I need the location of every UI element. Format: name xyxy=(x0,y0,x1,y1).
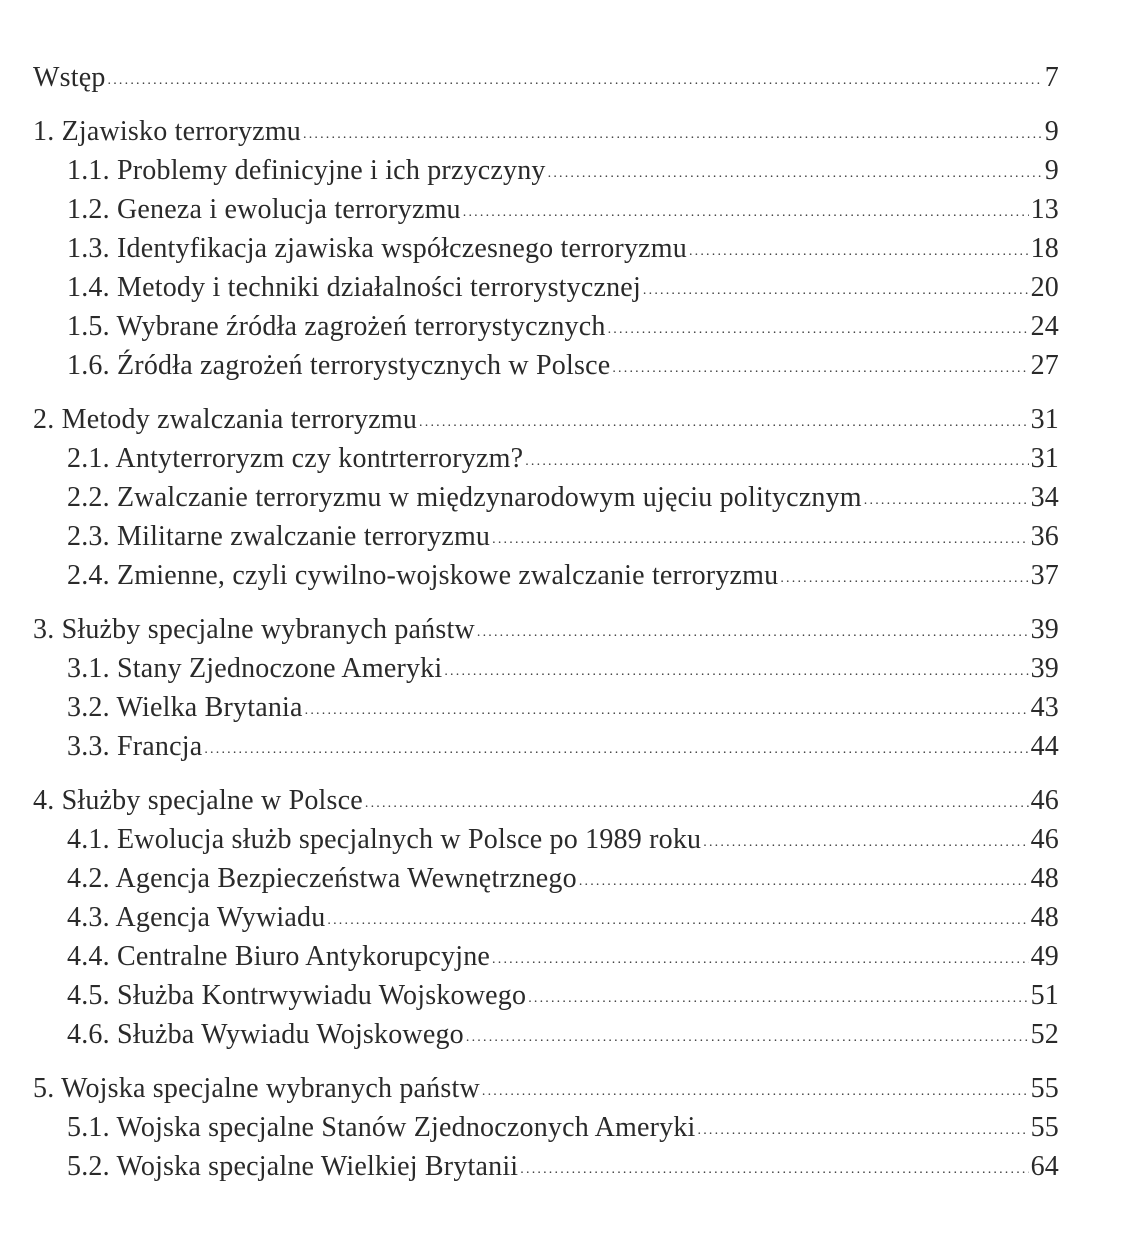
toc-entry-page: 49 xyxy=(1030,941,1059,972)
dot-leader xyxy=(780,559,1028,598)
toc-section-2-2[interactable] xyxy=(33,478,1059,517)
toc-section-1-5[interactable] xyxy=(33,307,1059,346)
toc-section-4-6[interactable] xyxy=(33,1015,1059,1054)
dot-leader xyxy=(520,1150,1028,1189)
toc-entry-page: 64 xyxy=(1030,1151,1059,1182)
toc-entry-title: 4.6. Służba Wywiadu Wojskowego xyxy=(67,1019,464,1050)
toc-section-2-4[interactable] xyxy=(33,556,1059,595)
toc-entry-title: 1.3. Identyfikacja zjawiska współczesnego terroryzmu xyxy=(67,233,687,264)
toc-entry-title: 4.1. Ewolucja służb specjalnych w Polsce po 1989 roku xyxy=(67,824,702,855)
toc-entry-title: 4.5. Służba Kontrwywiadu Wojskowego xyxy=(67,980,527,1011)
toc-entry-title: 5. Wojska specjalne wybranych państw xyxy=(33,1073,480,1104)
table-of-contents xyxy=(33,58,1059,1186)
toc-entry-title: 4.4. Centralne Biuro Antykorupcyjne xyxy=(67,941,491,972)
toc-entry-page: 18 xyxy=(1030,233,1059,264)
toc-entry-page: 9 xyxy=(1044,116,1059,147)
toc-section-1-6[interactable] xyxy=(33,346,1059,385)
dot-leader xyxy=(698,1111,1029,1150)
toc-entry-page: 31 xyxy=(1030,404,1059,435)
toc-entry-title: 1.6. Źródła zagrożeń terrorystycznych w Polsce xyxy=(67,350,611,381)
toc-entry-page: 48 xyxy=(1030,863,1059,894)
toc-section-5-2[interactable] xyxy=(33,1147,1059,1186)
toc-entry-title: 1.2. Geneza i ewolucja terroryzmu xyxy=(67,194,461,225)
dot-leader xyxy=(528,979,1028,1018)
toc-entry-title: 2.1. Antyterroryzm czy kontrterroryzm? xyxy=(67,443,524,474)
toc-entry-page: 9 xyxy=(1044,155,1059,186)
toc-entry-title: 5.1. Wojska specjalne Stanów Zjednoczonych Ameryki xyxy=(67,1112,696,1143)
toc-section-1-4[interactable] xyxy=(33,268,1059,307)
toc-entry-title: 2. Metody zwalczania terroryzmu xyxy=(33,404,418,435)
toc-entry-page: 51 xyxy=(1030,980,1059,1011)
toc-entry-title: 3. Służby specjalne wybranych państw xyxy=(33,614,475,645)
dot-leader xyxy=(303,115,1043,154)
toc-entry-page: 55 xyxy=(1030,1112,1059,1143)
toc-section-4-1[interactable] xyxy=(33,820,1059,859)
toc-entry-intro[interactable] xyxy=(33,58,1059,97)
toc-entry-title: 2.4. Zmienne, czyli cywilno-wojskowe zwalczanie terroryzmu xyxy=(67,560,779,591)
toc-section-3-2[interactable] xyxy=(33,688,1059,727)
toc-section-5-1[interactable] xyxy=(33,1108,1059,1147)
toc-entry-page: 39 xyxy=(1030,653,1059,684)
toc-entry-title: 3.1. Stany Zjednoczone Ameryki xyxy=(67,653,443,684)
dot-leader xyxy=(419,403,1029,442)
toc-entry-title: 4.3. Agencja Wywiadu xyxy=(67,902,326,933)
toc-entry-page: 27 xyxy=(1030,350,1059,381)
toc-entry-title: 2.3. Militarne zwalczanie terroryzmu xyxy=(67,521,491,552)
toc-entry-page: 20 xyxy=(1030,272,1059,303)
toc-entry-page: 24 xyxy=(1030,311,1059,342)
dot-leader xyxy=(463,193,1029,232)
toc-section-1-1[interactable] xyxy=(33,151,1059,190)
toc-section-1-3[interactable] xyxy=(33,229,1059,268)
toc-entry-title: 1.5. Wybrane źródła zagrożeń terrorystycznych xyxy=(67,311,606,342)
toc-entry-title: 2.2. Zwalczanie terroryzmu w międzynarodowym ujęciu politycznym xyxy=(67,482,862,513)
dot-leader xyxy=(608,310,1029,349)
dot-leader xyxy=(492,520,1028,559)
toc-entry-title: 1. Zjawisko terroryzmu xyxy=(33,116,301,147)
toc-entry-title: 3.3. Francja xyxy=(67,731,203,762)
dot-leader xyxy=(525,442,1028,481)
dot-leader xyxy=(612,349,1028,388)
toc-chapter-1[interactable] xyxy=(33,112,1059,151)
toc-entry-page: 46 xyxy=(1030,824,1059,855)
dot-leader xyxy=(703,823,1028,862)
toc-entry-page: 46 xyxy=(1030,785,1059,816)
dot-leader xyxy=(579,862,1029,901)
toc-section-2-1[interactable] xyxy=(33,439,1059,478)
toc-chapter-2[interactable] xyxy=(33,400,1059,439)
toc-entry-title: 1.1. Problemy definicyjne i ich przyczyny xyxy=(67,155,546,186)
toc-section-3-3[interactable] xyxy=(33,727,1059,766)
toc-entry-page: 36 xyxy=(1030,521,1059,552)
dot-leader xyxy=(477,613,1029,652)
dot-leader xyxy=(689,232,1029,271)
dot-leader xyxy=(365,784,1029,823)
dot-leader xyxy=(643,271,1029,310)
toc-entry-page: 7 xyxy=(1044,62,1059,93)
toc-entry-title: 3.2. Wielka Brytania xyxy=(67,692,303,723)
toc-section-4-5[interactable] xyxy=(33,976,1059,1015)
toc-entry-page: 34 xyxy=(1030,482,1059,513)
toc-section-4-2[interactable] xyxy=(33,859,1059,898)
toc-entry-page: 31 xyxy=(1030,443,1059,474)
toc-entry-page: 48 xyxy=(1030,902,1059,933)
toc-entry-page: 37 xyxy=(1030,560,1059,591)
dot-leader xyxy=(466,1018,1029,1057)
dot-leader xyxy=(548,154,1043,193)
dot-leader xyxy=(108,61,1043,100)
toc-entry-page: 44 xyxy=(1030,731,1059,762)
toc-entry-page: 55 xyxy=(1030,1073,1059,1104)
toc-section-4-4[interactable] xyxy=(33,937,1059,976)
dot-leader xyxy=(444,652,1028,691)
toc-section-3-1[interactable] xyxy=(33,649,1059,688)
toc-entry-page: 52 xyxy=(1030,1019,1059,1050)
toc-section-4-3[interactable] xyxy=(33,898,1059,937)
dot-leader xyxy=(327,901,1028,940)
toc-entry-title: 1.4. Metody i techniki działalności terrorystycznej xyxy=(67,272,641,303)
toc-entry-page: 43 xyxy=(1030,692,1059,723)
dot-leader xyxy=(305,691,1029,730)
dot-leader xyxy=(204,730,1028,769)
dot-leader xyxy=(864,481,1029,520)
toc-entry-title: 4. Służby specjalne w Polsce xyxy=(33,785,363,816)
toc-section-2-3[interactable] xyxy=(33,517,1059,556)
toc-entry-page: 39 xyxy=(1030,614,1059,645)
toc-chapter-4[interactable] xyxy=(33,781,1059,820)
toc-chapter-3[interactable] xyxy=(33,610,1059,649)
dot-leader xyxy=(482,1072,1029,1111)
dot-leader xyxy=(492,940,1029,979)
toc-entry-title: 5.2. Wojska specjalne Wielkiej Brytanii xyxy=(67,1151,519,1182)
toc-entry-page: 13 xyxy=(1030,194,1059,225)
toc-chapter-5[interactable] xyxy=(33,1069,1059,1108)
toc-entry-title: Wstęp xyxy=(33,62,106,93)
toc-entry-title: 4.2. Agencja Bezpieczeństwa Wewnętrznego xyxy=(67,863,577,894)
toc-section-1-2[interactable] xyxy=(33,190,1059,229)
